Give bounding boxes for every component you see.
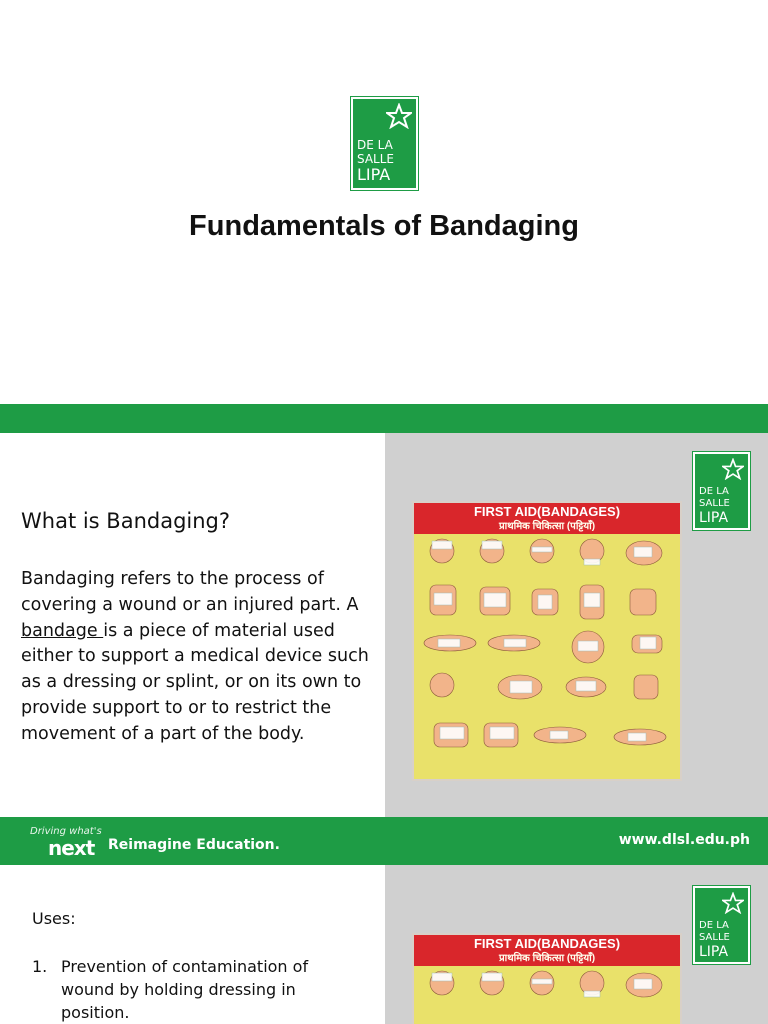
figure-finger bbox=[630, 589, 656, 615]
logo-line-2: SALLE bbox=[699, 498, 730, 509]
brand-next-logo: next bbox=[48, 836, 95, 860]
poster-illustrations bbox=[420, 537, 678, 769]
logo-line-3: LIPA bbox=[699, 510, 729, 526]
list-item-number: 1. bbox=[32, 957, 48, 976]
logo-line-1: DE LA bbox=[699, 920, 729, 931]
divider-bar bbox=[0, 404, 768, 433]
poster-title: FIRST AID(BANDAGES) bbox=[473, 936, 621, 951]
logo-line-3: LIPA bbox=[699, 944, 729, 960]
logo-line-3: LIPA bbox=[357, 165, 391, 184]
list-item-text: Prevention of contamination of wound by holding dressing in position. bbox=[61, 957, 309, 1022]
figure-elbow bbox=[430, 673, 454, 697]
footer-bar bbox=[0, 817, 768, 865]
definition-text-2: is a piece of material used either to support a medical device such as a dressing or splint, or on its own to provide support to or to restrict the movement of a part of the body. bbox=[21, 620, 369, 744]
brand-tagline-small: Driving what's bbox=[30, 826, 102, 837]
footer-tagline: Reimagine Education. bbox=[108, 837, 280, 853]
poster-subtitle: प्राथमिक चिकित्सा (पट्टियाँ) bbox=[498, 521, 596, 532]
logo-line-2: SALLE bbox=[357, 152, 395, 166]
slide-what-is-bandaging bbox=[0, 433, 768, 817]
website-link[interactable]: www.dlsl.edu.ph bbox=[618, 832, 750, 848]
poster-subtitle: प्राथमिक चिकित्सा (पट्टियाँ) bbox=[498, 953, 596, 964]
bandage-link[interactable]: bandage bbox=[21, 620, 104, 641]
poster-header bbox=[414, 935, 680, 966]
first-aid-poster bbox=[412, 501, 682, 781]
dlsl-logo-small bbox=[693, 886, 750, 964]
dlsl-logo bbox=[351, 97, 418, 190]
star-icon bbox=[722, 892, 744, 914]
slide-uses bbox=[0, 865, 768, 1024]
star-icon bbox=[722, 458, 744, 480]
poster-header bbox=[414, 503, 680, 534]
poster-illustrations bbox=[420, 969, 678, 1024]
logo-line-2: SALLE bbox=[699, 932, 730, 943]
dlsl-logo-small bbox=[693, 452, 750, 530]
slide-heading: What is Bandaging? bbox=[21, 509, 231, 533]
definition-paragraph bbox=[21, 567, 371, 748]
star-icon bbox=[386, 103, 412, 129]
first-aid-poster bbox=[412, 933, 682, 1024]
figure-knee bbox=[634, 675, 658, 699]
page-title: Fundamentals of Bandaging bbox=[189, 210, 579, 242]
logo-line-1: DE LA bbox=[357, 138, 393, 152]
title-slide bbox=[0, 0, 768, 404]
uses-heading: Uses: bbox=[32, 909, 76, 928]
poster-title: FIRST AID(BANDAGES) bbox=[473, 504, 621, 519]
logo-line-1: DE LA bbox=[699, 486, 729, 497]
definition-text-1: Bandaging refers to the process of covering a wound or an injured part. A bbox=[21, 569, 359, 615]
